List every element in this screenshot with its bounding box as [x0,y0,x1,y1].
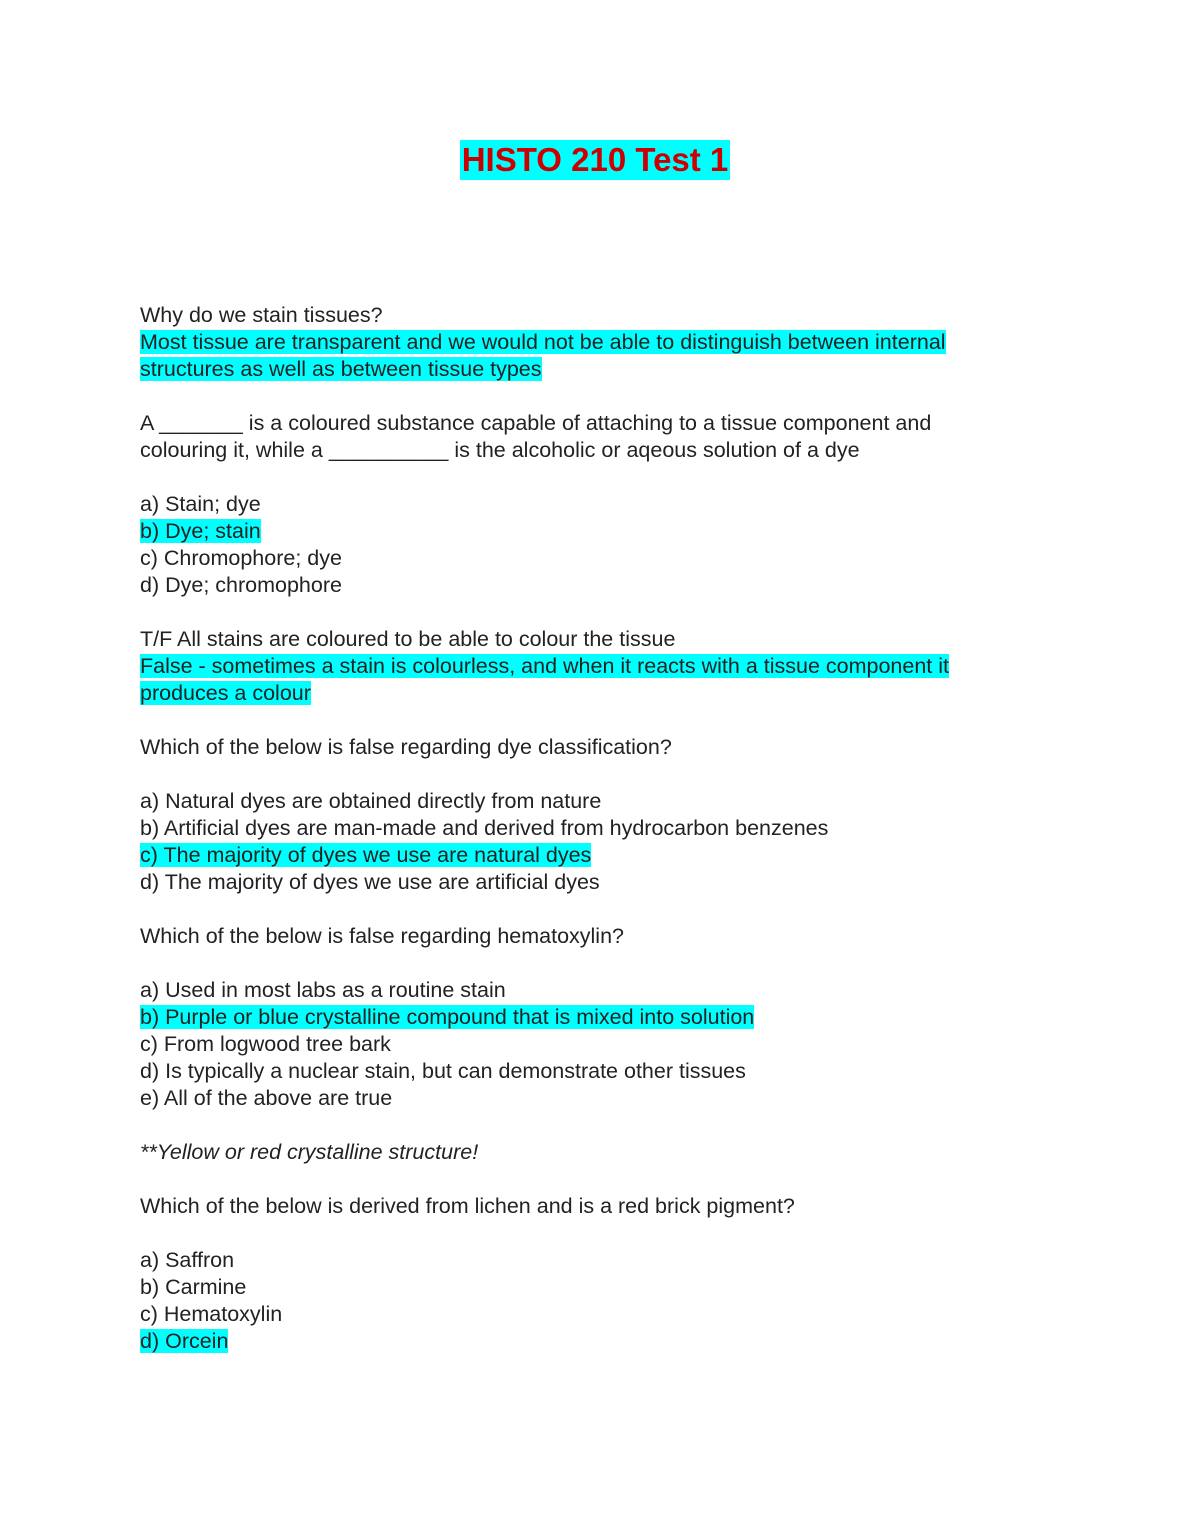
question-text: T/F All stains are coloured to be able to colour the tissue [140,627,676,651]
option-d: d) The majority of dyes we use are artificial dyes [140,870,600,894]
option-a: a) Saffron [140,1248,235,1272]
option-b: b) Artificial dyes are man-made and derived from hydrocarbon benzenes [140,816,829,840]
question-block-1 [140,302,1040,383]
option-a: a) Stain; dye [140,492,261,516]
question-text: Why do we stain tissues? [140,303,383,327]
question-block-2 [140,410,1040,599]
option-d: d) Dye; chromophore [140,573,342,597]
question-text: colouring it, while a __________ is the alcoholic or aqeous solution of a dye [140,438,860,462]
answer-text: Most tissue are transparent and we would not be able to distinguish between internal [140,330,946,354]
answer-text: structures as well as between tissue types [140,357,542,381]
question-block-5 [140,923,1040,1166]
question-text: Which of the below is false regarding dye classification? [140,735,672,759]
option-b-correct: b) Dye; stain [140,519,261,543]
answer-text: False - sometimes a stain is colourless, and when it reacts with a tissue component it [140,654,949,678]
answer-note: **Yellow or red crystalline structure! [140,1140,479,1164]
option-d-correct: d) Orcein [140,1329,229,1353]
option-c: c) From logwood tree bark [140,1032,391,1056]
option-a: a) Natural dyes are obtained directly from nature [140,789,602,813]
option-c-correct: c) The majority of dyes we use are natural dyes [140,843,592,867]
page-title: HISTO 210 Test 1 [461,141,729,178]
option-b: b) Carmine [140,1275,247,1299]
document-body [140,302,1040,1355]
option-b-correct: b) Purple or blue crystalline compound that is mixed into solution [140,1005,755,1029]
question-block-3 [140,626,1040,707]
answer-text: produces a colour [140,681,311,705]
page-title-container [0,140,1190,180]
option-a: a) Used in most labs as a routine stain [140,978,506,1002]
question-text: Which of the below is derived from lichen and is a red brick pigment? [140,1194,795,1218]
option-c: c) Hematoxylin [140,1302,283,1326]
option-e: e) All of the above are true [140,1086,393,1110]
question-block-6 [140,1193,1040,1355]
option-c: c) Chromophore; dye [140,546,342,570]
question-text: A _______ is a coloured substance capable of attaching to a tissue component and [140,411,932,435]
option-d: d) Is typically a nuclear stain, but can demonstrate other tissues [140,1059,746,1083]
question-text: Which of the below is false regarding hematoxylin? [140,924,625,948]
question-block-4 [140,734,1040,896]
